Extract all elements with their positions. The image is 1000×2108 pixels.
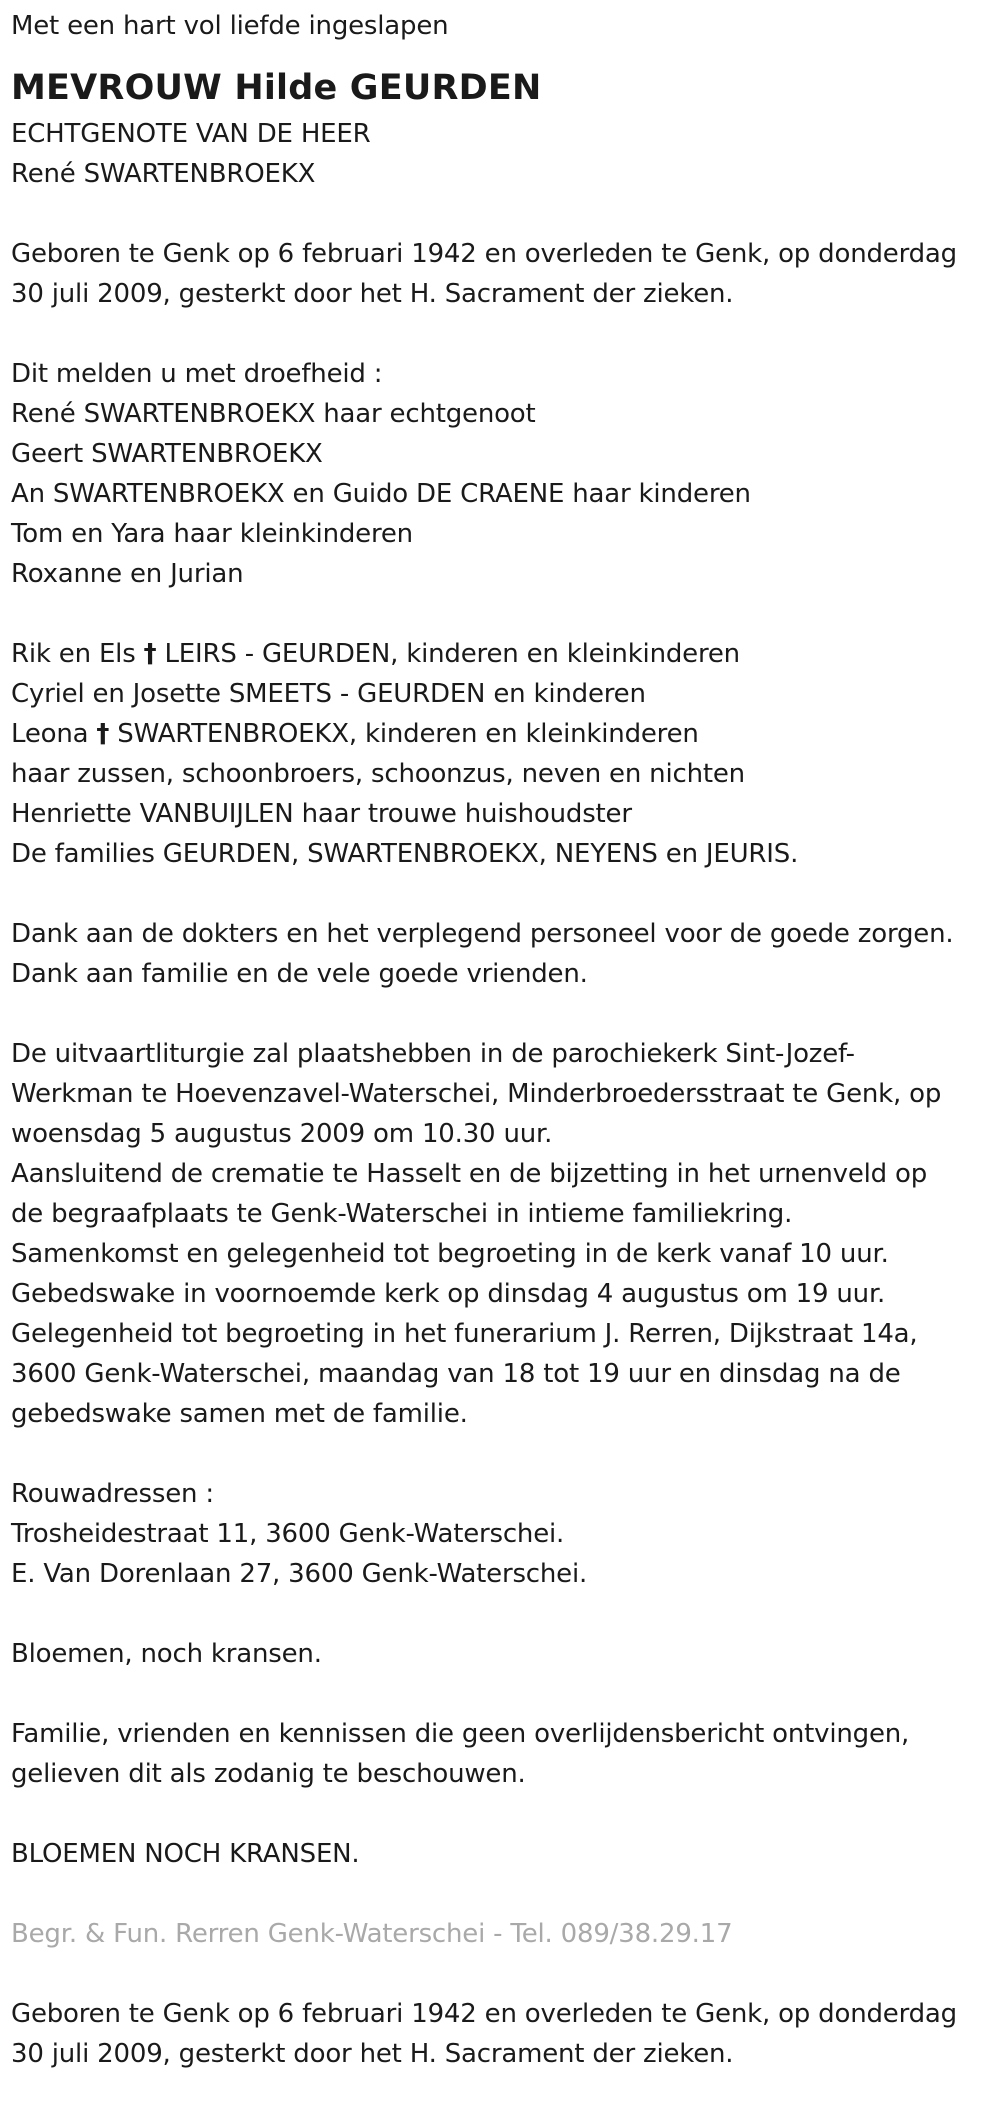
spacer bbox=[11, 1954, 1000, 1994]
ceremony-line: woensdag 5 augustus 2009 om 10.30 uur. bbox=[11, 1119, 553, 1149]
thanks-line-2: Dank aan familie en de vele goede vrienden. bbox=[11, 959, 588, 989]
birth-line-2: 30 juli 2009, gesterkt door het H. Sacrament der zieken. bbox=[11, 279, 734, 309]
notice-line-2: gelieven dit als zodanig te beschouwen. bbox=[11, 1759, 526, 1789]
cross-icon: † bbox=[143, 639, 157, 669]
birth-line-1: Geboren te Genk op 6 februari 1942 en overleden te Genk, op donderdag bbox=[11, 239, 957, 269]
spacer bbox=[11, 314, 1000, 354]
family-line: Geert SWARTENBROEKX bbox=[11, 439, 323, 469]
relatives-line-2: Cyriel en Josette SMEETS - GEURDEN en kinderen bbox=[11, 679, 646, 709]
spacer bbox=[11, 1594, 1000, 1634]
spacer bbox=[11, 994, 1000, 1034]
flowers-note: Bloemen, noch kransen. bbox=[11, 1639, 322, 1669]
family-line: An SWARTENBROEKX en Guido DE CRAENE haar kinderen bbox=[11, 479, 751, 509]
addresses-intro: Rouwadressen : bbox=[11, 1479, 214, 1509]
ceremony-line: Gelegenheid tot begroeting in het funerarium J. Rerren, Dijkstraat 14a, bbox=[11, 1319, 918, 1349]
spacer bbox=[11, 1794, 1000, 1834]
address-line-1: Trosheidestraat 11, 3600 Genk-Waterschei. bbox=[11, 1519, 565, 1549]
funeral-home-credit: Begr. & Fun. Rerren Genk-Waterschei - Tel. 089/38.29.17 bbox=[11, 1919, 733, 1949]
ceremony-line: Samenkomst en gelegenheid tot begroeting in de kerk vanaf 10 uur. bbox=[11, 1239, 889, 1269]
ceremony-line: Gebedswake in voornoemde kerk op dinsdag 4 augustus om 19 uur. bbox=[11, 1279, 886, 1309]
intro-line: Met een hart vol liefde ingeslapen bbox=[11, 11, 449, 41]
thanks-line-1: Dank aan de dokters en het verplegend personeel voor de goede zorgen. bbox=[11, 919, 954, 949]
spacer bbox=[11, 194, 1000, 234]
spacer bbox=[11, 594, 1000, 634]
flowers-caps: BLOEMEN NOCH KRANSEN. bbox=[11, 1839, 360, 1869]
family-line: Tom en Yara haar kleinkinderen bbox=[11, 519, 413, 549]
address-line-2: E. Van Dorenlaan 27, 3600 Genk-Waterschei. bbox=[11, 1559, 588, 1589]
spouse-name: René SWARTENBROEKX bbox=[11, 159, 316, 189]
ceremony-line: Werkman te Hoevenzavel-Waterschei, Minderbroedersstraat te Genk, op bbox=[11, 1079, 942, 1109]
relatives-text: Leona bbox=[11, 719, 97, 749]
spacer bbox=[11, 1434, 1000, 1474]
relatives-text: Rik en Els bbox=[11, 639, 144, 669]
spacer bbox=[11, 874, 1000, 914]
relatives-line-6: De families GEURDEN, SWARTENBROEKX, NEYENS en JEURIS. bbox=[11, 839, 799, 869]
spacer bbox=[11, 1674, 1000, 1714]
spacer bbox=[11, 1874, 1000, 1914]
cross-icon: † bbox=[96, 719, 110, 749]
relatives-line-5: Henriette VANBUIJLEN haar trouwe huishoudster bbox=[11, 799, 632, 829]
spacer bbox=[11, 46, 1000, 62]
family-line: Roxanne en Jurian bbox=[11, 559, 244, 589]
relatives-line-4: haar zussen, schoonbroers, schoonzus, neven en nichten bbox=[11, 759, 745, 789]
relatives-text: SWARTENBROEKX, kinderen en kleinkinderen bbox=[109, 719, 699, 749]
birth-repeat-line-1: Geboren te Genk op 6 februari 1942 en overleden te Genk, op donderdag bbox=[11, 1999, 957, 2029]
relatives-line-1 bbox=[11, 634, 1000, 674]
family-line: René SWARTENBROEKX haar echtgenoot bbox=[11, 399, 536, 429]
ceremony-line: de begraafplaats te Genk-Waterschei in intieme familiekring. bbox=[11, 1199, 793, 1229]
family-intro: Dit melden u met droefheid : bbox=[11, 359, 383, 389]
spouse-title: ECHTGENOTE VAN DE HEER bbox=[11, 119, 371, 149]
relatives-text: LEIRS - GEURDEN, kinderen en kleinkinderen bbox=[156, 639, 740, 669]
notice-line-1: Familie, vrienden en kennissen die geen overlijdensbericht ontvingen, bbox=[11, 1719, 910, 1749]
ceremony-line: gebedswake samen met de familie. bbox=[11, 1399, 468, 1429]
ceremony-line: De uitvaartliturgie zal plaatshebben in de parochiekerk Sint-Jozef- bbox=[11, 1039, 855, 1069]
deceased-name: MEVROUW Hilde GEURDEN bbox=[11, 68, 542, 108]
ceremony-line: Aansluitend de crematie te Hasselt en de bijzetting in het urnenveld op bbox=[11, 1159, 928, 1189]
relatives-line-3 bbox=[11, 714, 1000, 754]
birth-repeat-line-2: 30 juli 2009, gesterkt door het H. Sacrament der zieken. bbox=[11, 2039, 734, 2069]
ceremony-line: 3600 Genk-Waterschei, maandag van 18 tot 19 uur en dinsdag na de bbox=[11, 1359, 901, 1389]
